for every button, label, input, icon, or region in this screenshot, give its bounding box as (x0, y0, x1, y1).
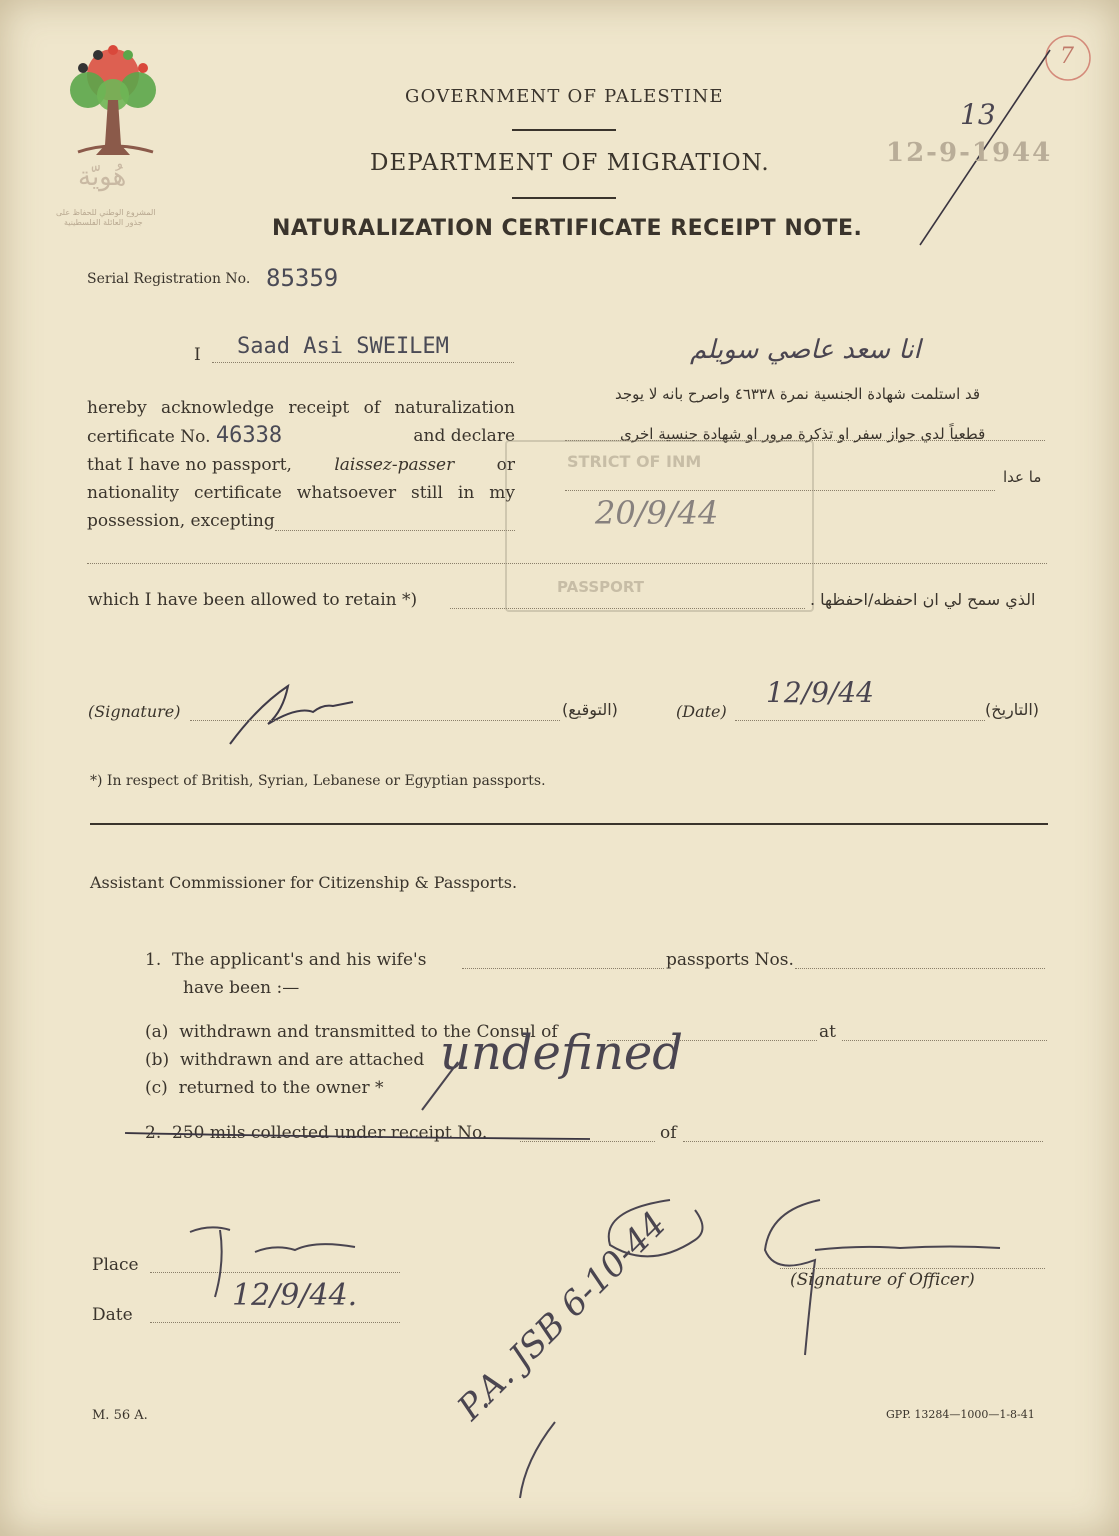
stamp-date: 20/9/44 (595, 494, 719, 532)
serial-label: Serial Registration No. (87, 271, 251, 287)
place-label: Place (92, 1255, 139, 1275)
note-stroke (420, 1060, 460, 1120)
retain-dotline (450, 608, 805, 609)
item-a-dotline-2 (842, 1040, 1047, 1041)
date-label: (Date) (676, 702, 727, 721)
signature-dotline (190, 720, 560, 721)
declaration-line-1: hereby acknowledge receipt of naturalization (87, 398, 515, 418)
item-a-at: at (819, 1022, 836, 1042)
office-date-dotline (150, 1322, 400, 1323)
item-1-dotline-2 (795, 968, 1045, 969)
arabic-retain: الذي سمح لي ان احفظه/احفظها . (810, 590, 1036, 609)
logo-subtitle-2: جذور العائلة الفلسطينية (64, 218, 143, 227)
item-1-text: 1. The applicant's and his wife's (145, 950, 427, 970)
item-2-strikethrough (125, 1127, 595, 1147)
item-1-passports: passports Nos. (666, 950, 794, 970)
corner-number: 13 (960, 98, 996, 131)
certificate-number: 46338 (215, 423, 283, 448)
declaration-line-4: nationality certificate whatsoever still in my (87, 483, 515, 503)
date-value: 12/9/44 (766, 676, 874, 709)
initials-stroke (515, 1420, 595, 1500)
circled-number: 7 (1060, 44, 1074, 69)
item-2: 2. 250 mils collected under receipt No. (145, 1123, 488, 1143)
name-line (212, 362, 514, 363)
declaration-text (87, 394, 515, 535)
hawiya-logo (58, 40, 168, 230)
certificate-label: certificate No. (87, 427, 211, 447)
tree-icon (58, 40, 168, 160)
footnote: *) In respect of British, Syrian, Lebanese or Egyptian passports. (90, 773, 546, 789)
retain-text: which I have been allowed to retain *) (88, 590, 418, 610)
item-b: (b) withdrawn and are attached (145, 1050, 425, 1070)
print-reference: GPP. 13284—1000—1-8-41 (886, 1408, 1035, 1421)
declaration-line-5: possession, excepting (87, 511, 275, 531)
declarant-name: Saad Asi SWEILEM (237, 334, 449, 359)
arabic-line-1: قد استلمت شهادة الجنسية نمرة ٤٦٣٣٨ واصرح بانه لا يوجد (615, 385, 981, 403)
declarant-name-arabic: انا سعد عاصي سويلم (690, 335, 921, 365)
excepting-line (275, 530, 515, 531)
officer-label: (Signature of Officer) (790, 1270, 975, 1290)
government-title: GOVERNMENT OF PALESTINE (405, 86, 724, 107)
office-date-label: Date (92, 1305, 133, 1325)
passport-text: that I have no passport, (87, 455, 292, 475)
office-date-value: 12/9/44. (232, 1278, 358, 1313)
arabic-line-3: ما عدا (1003, 468, 1042, 486)
form-number: M. 56 A. (92, 1408, 148, 1423)
item-2-dotline-2 (683, 1141, 1043, 1142)
date-label-arabic: (التاريخ) (985, 700, 1040, 719)
officer-dotline (780, 1268, 1045, 1269)
declaration-line-2 (87, 422, 515, 451)
applicant-signature (228, 676, 358, 746)
passport-office-stamp (505, 440, 814, 612)
header-stamp-date: 12-9-1944 (886, 138, 1053, 168)
arabic-line-2: قطعياً لدي جواز سفر او تذكرة مرور او شهادة جنسية اخرى (620, 425, 986, 443)
declarant-prefix: I (194, 345, 201, 365)
declare-text: and declare (413, 426, 515, 446)
item-a: (a) withdrawn and transmitted to the Consul of (145, 1022, 558, 1042)
logo-subtitle-1: المشروع الوطني للحفاظ على (56, 208, 156, 217)
serial-value: 85359 (266, 264, 339, 292)
stamp-top-text: STRICT OF INM (567, 452, 702, 471)
item-1-dotline (462, 968, 664, 969)
item-2-of: of (660, 1123, 677, 1143)
date-dotline (735, 720, 985, 721)
header-rule-1 (512, 129, 616, 131)
document-title: NATURALIZATION CERTIFICATE RECEIPT NOTE. (272, 216, 863, 241)
signature-label-arabic: (التوقيع) (562, 700, 618, 719)
logo-caption: هُويّة (78, 162, 127, 192)
item-c: (c) returned to the owner * (145, 1078, 384, 1098)
signature-label: (Signature) (88, 702, 181, 721)
declaration-line-3 (87, 451, 515, 479)
stamp-bottom-text: PASSPORT (557, 578, 645, 596)
section-divider (90, 823, 1048, 825)
department-title: DEPARTMENT OF MIGRATION. (370, 150, 770, 176)
office-heading: Assistant Commissioner for Citizenship & Passports. (90, 873, 518, 892)
laissez-passer-text: laissez-passer (334, 455, 455, 475)
or-text: or (496, 455, 515, 475)
item-1-have-been: have been :— (183, 978, 300, 998)
initials-annotation: P.A. JSB 6-10-44 (450, 1204, 675, 1429)
header-rule-2 (512, 197, 616, 199)
handwritten-note: undefined (440, 1025, 684, 1081)
